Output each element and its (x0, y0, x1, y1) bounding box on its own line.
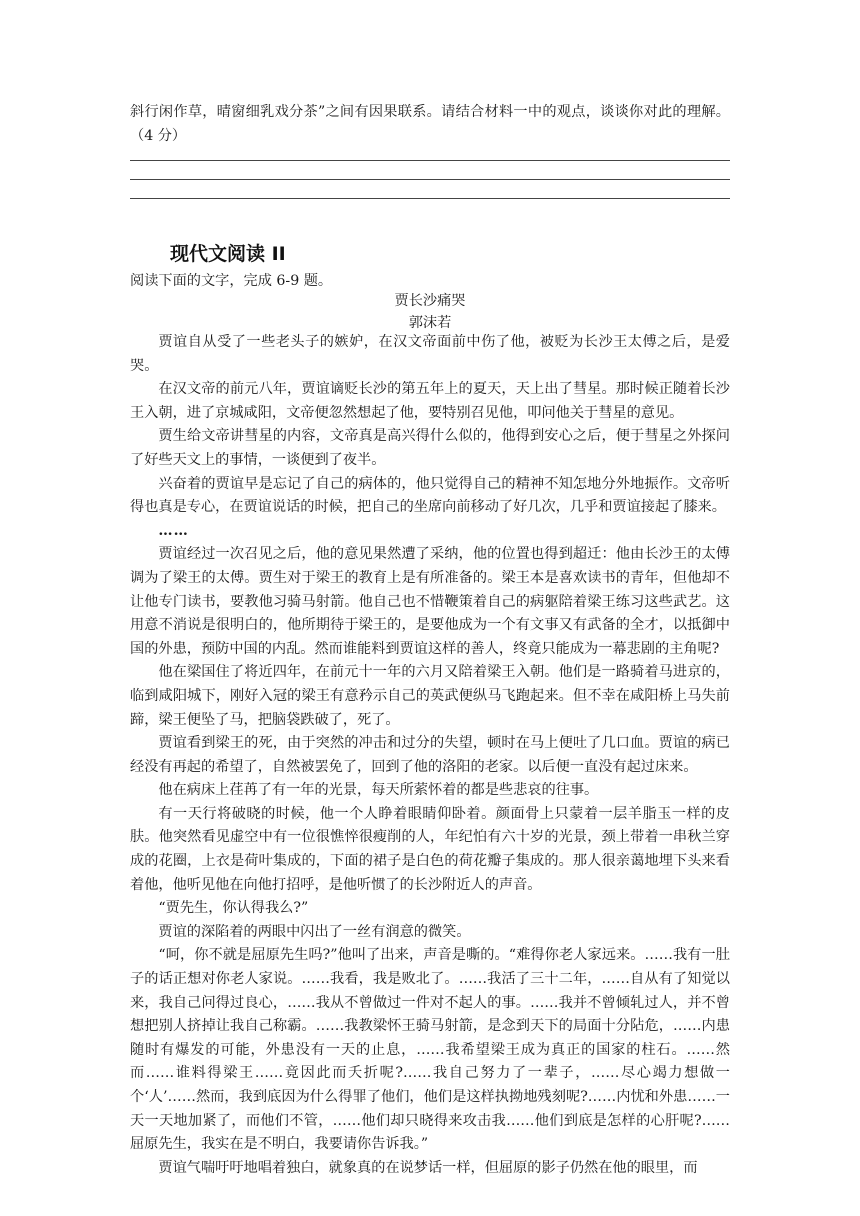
paragraph: 有一天行将破晓的时候，他一个人睁着眼睛仰卧着。颜面骨上只蒙着一层羊脂玉一样的皮肤。他突然看见虚空中有一位很憔悴很瘦削的人，年纪怕有六十岁的光景，颈上带着一串秋兰穿成的花圈，上衣是荷叶集成的，下面的裙子是白色的荷花瓣子集成的。那人很亲蔼地埋下头来看着他，他听见他在向他打招呼，是他听惯了的长沙附近人的声音。 (130, 805, 730, 893)
essay-title: 贾长沙痛哭 (394, 293, 466, 309)
paragraph: 贾谊的深陷着的两眼中闪出了一丝有润意的微笑。 (158, 923, 471, 940)
section-title: 现代文阅读 II (170, 243, 286, 265)
paragraph: “呵，你不就是屈原先生吗?”他叫了出来，声音是嘶的。“难得你老人家远来。……我有一肚子的话正想对你老人家说。……我看，我是败北了。……我活了三十二年，……自从有了知觉以来，我自己问得过良心，……我从不曾做过一件对不起人的事。……我并不曾倾轧过人，并不曾想把别人挤掉让我自己称霸。……我教梁怀王骑马射箭，是念到天下的局面十分阽危，……内患随时有爆发的可能，外患没有一天的止息，……我希望梁王成为真正的国家的柱石。……然而……谁料得梁王……竟因此而夭折呢?……我自己努力了一辈子，……尽心竭力想做一个‘人’……然而，我到底因为什么得罪了他们，他们是这样执拗地残刻呢?……内忧和外患……一天一天地加紧了，而他们不管，……他们却只晓得来攻击我……他们到底是怎样的心肝呢?……屈原先生，我实在是不明白，我要请你告诉我。” (130, 947, 730, 1153)
paragraph: 在汉文帝的前元八年，贾谊谪贬长沙的第五年上的夏天，天上出了彗星。那时候正随着长沙王入朝，进了京城咸阳，文帝便忽然想起了他，要特别召见他，叩问他关于彗星的意见。 (130, 381, 730, 421)
paragraph: 贾谊看到梁王的死，由于突然的冲击和过分的失望，顿时在马上便吐了几口血。贾谊的病已经没有再起的希望了，自然被罢免了，回到了他的洛阳的老家。以后便一直没有起过床来。 (130, 735, 730, 775)
paragraph-ellipsis: …… (158, 522, 189, 539)
paragraph: 他在病床上荏苒了有一年的光景，每天所萦怀着的都是些悲哀的往事。 (158, 782, 599, 799)
paragraph: 贾谊气喘吁吁地唱着独白，就象真的在说梦话一样，但屈原的影子仍然在他的眼里，而 (158, 1159, 698, 1176)
essay-body (130, 331, 730, 1180)
answer-line[interactable] (130, 198, 730, 199)
question-text: 斜行闲作草，晴窗细乳戏分茶”之间有因果联系。请结合材料一中的观点，谈谈你对此的理解。（4 分） (130, 104, 730, 144)
paragraph: 贾谊经过一次召见之后，他的意见果然遭了采纳，他的位置也得到超迁：他由长沙王的太傅调为了梁王的太傅。贾生对于梁王的教育上是有所准备的。梁王本是喜欢读书的青年，但他却不让他专门读书，要教他习骑马射箭。他自己也不惜鞭策着自己的病躯陪着梁王练习这些武艺。这用意不消说是很明白的，他所期待于梁王的，是要他成为一个有文事又有武备的全才，以抵御中国的外患，预防中国的内乱。然而谁能料到贾谊这样的善人，终竟只能成为一幕悲剧的主角呢? (130, 546, 730, 657)
essay-author: 郭沫若 (408, 315, 452, 331)
paragraph: 贾谊自从受了一些老头子的嫉妒，在汉文帝面前中伤了他，被贬为长沙王太傅之后，是爱哭。 (130, 334, 730, 374)
answer-line[interactable] (130, 160, 730, 161)
reading-instruction: 阅读下面的文字，完成 6-9 题。 (130, 273, 333, 289)
paragraph: 他在梁国住了将近四年，在前元十一年的六月又陪着梁王入朝。他们是一路骑着马进京的，临到咸阳城下，刚好入冠的梁王有意矜示自己的英武便纵马飞跑起来。但不幸在咸阳桥上马失前蹄，梁王便坠了马，把脑袋跌破了，死了。 (130, 664, 730, 728)
answer-line[interactable] (130, 179, 730, 180)
paragraph: 兴奋着的贾谊早是忘记了自己的病体的，他只觉得自己的精神不知怎地分外地振作。文帝听得也真是专心，在贾谊说话的时候，把自己的坐席向前移动了好几次，几乎和贾谊接起了膝来。 (130, 475, 730, 516)
paragraph: 贾生给文帝讲彗星的内容，文帝真是高兴得什么似的，他得到安心之后，便于彗星之外探问了好些天文上的事情，一谈便到了夜半。 (130, 428, 730, 468)
paragraph: “贾先生，你认得我么?” (158, 900, 309, 917)
